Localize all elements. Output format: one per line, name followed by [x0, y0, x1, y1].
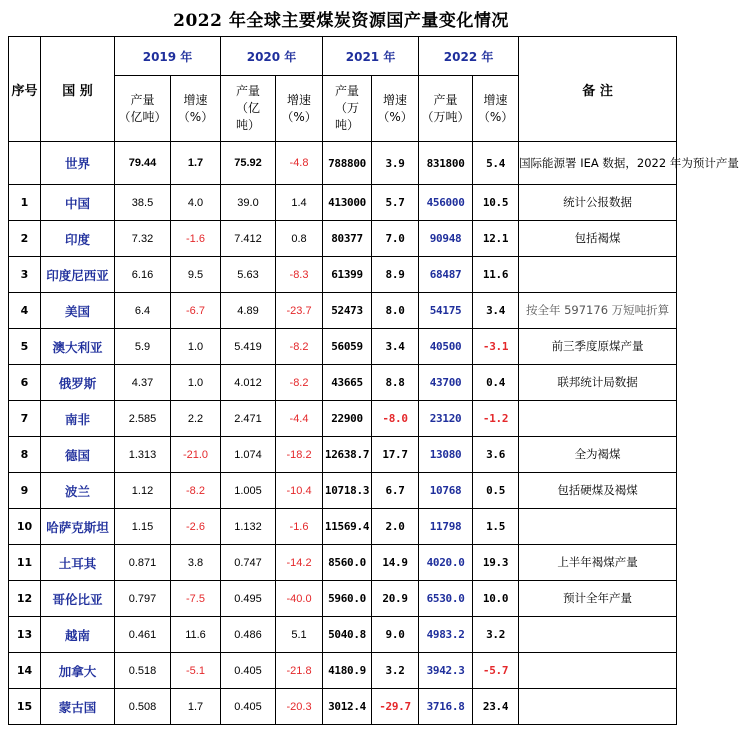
header-year-2022: 2022 年 [419, 37, 519, 76]
row-index: 12 [9, 581, 41, 617]
table-row [9, 257, 677, 293]
row-index: 15 [9, 689, 41, 725]
cell-2021-growth: 5.7 [372, 185, 419, 221]
cell-2019-growth: -2.6 [171, 509, 221, 545]
cell-2021-output: 12638.7 [323, 437, 372, 473]
row-remark: 预计全年产量 [519, 581, 677, 617]
cell-2021-growth: 2.0 [372, 509, 419, 545]
row-country: 加拿大 [41, 653, 115, 689]
cell-2019-growth: 1.0 [171, 329, 221, 365]
cell-2022-growth: 23.4 [473, 689, 519, 725]
cell-2020-growth: -4.4 [276, 401, 323, 437]
table-row [9, 293, 677, 329]
row-index: 4 [9, 293, 41, 329]
cell-2022-growth: 3.4 [473, 293, 519, 329]
row-index: 9 [9, 473, 41, 509]
row-country: 俄罗斯 [41, 365, 115, 401]
cell-2019-growth: 2.2 [171, 401, 221, 437]
cell-2021-output: 10718.3 [323, 473, 372, 509]
cell-2020-growth: -40.0 [276, 581, 323, 617]
row-country: 印度尼西亚 [41, 257, 115, 293]
header-country: 国 别 [41, 37, 115, 142]
cell-2022-output: 4020.0 [419, 545, 473, 581]
cell-2021-growth: 17.7 [372, 437, 419, 473]
header-2019-growth: 增速 （%） [171, 76, 221, 142]
row-remark: 前三季度原煤产量 [519, 329, 677, 365]
cell-2022-output: 90948 [419, 221, 473, 257]
cell-2022-growth: -1.2 [473, 401, 519, 437]
cell-2022-growth: 3.6 [473, 437, 519, 473]
cell-2019-output: 79.44 [115, 142, 171, 185]
row-remark [519, 401, 677, 437]
cell-2019-growth: -1.6 [171, 221, 221, 257]
cell-2019-growth: 4.0 [171, 185, 221, 221]
row-index: 11 [9, 545, 41, 581]
cell-2020-output: 0.495 [221, 581, 276, 617]
cell-2021-growth: -29.7 [372, 689, 419, 725]
header-year-2020: 2020 年 [221, 37, 323, 76]
cell-2019-output: 1.15 [115, 509, 171, 545]
cell-2022-output: 6530.0 [419, 581, 473, 617]
cell-2019-output: 1.12 [115, 473, 171, 509]
cell-2021-output: 413000 [323, 185, 372, 221]
cell-2022-growth: 10.0 [473, 581, 519, 617]
cell-2020-growth: -8.2 [276, 365, 323, 401]
cell-2020-output: 5.63 [221, 257, 276, 293]
coal-output-table [8, 36, 739, 725]
cell-2021-growth: 6.7 [372, 473, 419, 509]
cell-2022-output: 3716.8 [419, 689, 473, 725]
cell-2020-output: 39.0 [221, 185, 276, 221]
header-2020-output: 产量 （亿 吨） [221, 76, 276, 142]
row-country: 哥伦比亚 [41, 581, 115, 617]
cell-2020-output: 0.486 [221, 617, 276, 653]
cell-2020-output: 2.471 [221, 401, 276, 437]
cell-2020-output: 5.419 [221, 329, 276, 365]
table-row [9, 617, 677, 653]
cell-2019-growth: -5.1 [171, 653, 221, 689]
cell-2019-output: 2.585 [115, 401, 171, 437]
row-remark: 包括褐煤 [519, 221, 677, 257]
cell-2020-output: 1.005 [221, 473, 276, 509]
table-row [9, 142, 677, 185]
row-country: 蒙古国 [41, 689, 115, 725]
cell-2019-growth: -7.5 [171, 581, 221, 617]
header-year-2019: 2019 年 [115, 37, 221, 76]
cell-2022-growth: 3.2 [473, 617, 519, 653]
cell-2019-growth: -8.2 [171, 473, 221, 509]
cell-2022-output: 40500 [419, 329, 473, 365]
cell-2020-output: 4.012 [221, 365, 276, 401]
header-year-2021: 2021 年 [323, 37, 419, 76]
cell-2020-growth: -10.4 [276, 473, 323, 509]
header-2019-output: 产量 （亿吨） [115, 76, 171, 142]
cell-2021-growth: 8.8 [372, 365, 419, 401]
cell-2021-output: 43665 [323, 365, 372, 401]
cell-2019-output: 6.16 [115, 257, 171, 293]
cell-2021-growth: 8.0 [372, 293, 419, 329]
row-country: 波兰 [41, 473, 115, 509]
cell-2019-growth: 9.5 [171, 257, 221, 293]
cell-2020-growth: -20.3 [276, 689, 323, 725]
row-country: 印度 [41, 221, 115, 257]
cell-2021-output: 5960.0 [323, 581, 372, 617]
row-remark [519, 689, 677, 725]
row-remark: 按全年 597176 万短吨折算 [519, 293, 677, 329]
row-index: 8 [9, 437, 41, 473]
cell-2019-growth: 11.6 [171, 617, 221, 653]
row-remark: 上半年褐煤产量 [519, 545, 677, 581]
row-remark: 统计公报数据 [519, 185, 677, 221]
header-2021-output: 产量 （万 吨） [323, 76, 372, 142]
cell-2022-growth: 10.5 [473, 185, 519, 221]
cell-2020-growth: -1.6 [276, 509, 323, 545]
cell-2020-output: 7.412 [221, 221, 276, 257]
row-remark [519, 653, 677, 689]
cell-2019-output: 6.4 [115, 293, 171, 329]
cell-2020-growth: -8.3 [276, 257, 323, 293]
cell-2019-growth: -6.7 [171, 293, 221, 329]
cell-2019-output: 4.37 [115, 365, 171, 401]
cell-2021-output: 52473 [323, 293, 372, 329]
header-index: 序号 [9, 37, 41, 142]
cell-2021-growth: 3.9 [372, 142, 419, 185]
cell-2021-growth: 3.4 [372, 329, 419, 365]
row-index: 10 [9, 509, 41, 545]
cell-2022-growth: 19.3 [473, 545, 519, 581]
cell-2020-growth: 5.1 [276, 617, 323, 653]
cell-2022-output: 10768 [419, 473, 473, 509]
cell-2021-output: 56059 [323, 329, 372, 365]
cell-2021-growth: 3.2 [372, 653, 419, 689]
table-row [9, 509, 677, 545]
table-row [9, 329, 677, 365]
header-2022-output: 产量 （万吨） [419, 76, 473, 142]
row-remark [519, 617, 677, 653]
cell-2020-output: 4.89 [221, 293, 276, 329]
row-remark: 全为褐煤 [519, 437, 677, 473]
cell-2022-output: 68487 [419, 257, 473, 293]
row-index: 2 [9, 221, 41, 257]
cell-2020-growth: -14.2 [276, 545, 323, 581]
cell-2022-growth: -3.1 [473, 329, 519, 365]
cell-2022-output: 456000 [419, 185, 473, 221]
row-country: 越南 [41, 617, 115, 653]
table-body [9, 142, 739, 725]
cell-2019-growth: -21.0 [171, 437, 221, 473]
row-country: 南非 [41, 401, 115, 437]
table-row [9, 401, 677, 437]
table-row [9, 365, 677, 401]
table-row [9, 545, 677, 581]
row-index: 5 [9, 329, 41, 365]
cell-2021-output: 22900 [323, 401, 372, 437]
row-index: 1 [9, 185, 41, 221]
table-row [9, 221, 677, 257]
table-row [9, 437, 677, 473]
table-row [9, 653, 677, 689]
cell-2022-growth: 0.4 [473, 365, 519, 401]
cell-2020-output: 1.132 [221, 509, 276, 545]
row-index: 7 [9, 401, 41, 437]
cell-2019-output: 0.871 [115, 545, 171, 581]
row-country: 中国 [41, 185, 115, 221]
cell-2021-output: 4180.9 [323, 653, 372, 689]
cell-2019-output: 0.508 [115, 689, 171, 725]
row-index [9, 142, 41, 185]
row-country: 澳大利亚 [41, 329, 115, 365]
cell-2022-output: 54175 [419, 293, 473, 329]
cell-2021-output: 5040.8 [323, 617, 372, 653]
cell-2019-output: 5.9 [115, 329, 171, 365]
cell-2019-growth: 1.0 [171, 365, 221, 401]
cell-2022-output: 4983.2 [419, 617, 473, 653]
row-remark: 联邦统计局数据 [519, 365, 677, 401]
header-2020-growth: 增速 （%） [276, 76, 323, 142]
cell-2022-growth: 0.5 [473, 473, 519, 509]
cell-2019-output: 0.518 [115, 653, 171, 689]
cell-2019-growth: 1.7 [171, 142, 221, 185]
cell-2022-output: 11798 [419, 509, 473, 545]
cell-2021-output: 61399 [323, 257, 372, 293]
cell-2019-growth: 3.8 [171, 545, 221, 581]
cell-2020-growth: -21.8 [276, 653, 323, 689]
cell-2021-growth: 9.0 [372, 617, 419, 653]
cell-2022-growth: 11.6 [473, 257, 519, 293]
header-remark: 备 注 [519, 37, 677, 142]
cell-2020-output: 75.92 [221, 142, 276, 185]
cell-2020-growth: -18.2 [276, 437, 323, 473]
row-remark: 国际能源署 IEA 数据，2022 年为预计产量 [519, 142, 677, 185]
table-row [9, 185, 677, 221]
cell-2020-growth: -23.7 [276, 293, 323, 329]
cell-2020-growth: 1.4 [276, 185, 323, 221]
table-row [9, 473, 677, 509]
cell-2021-growth: 8.9 [372, 257, 419, 293]
table-row [9, 581, 677, 617]
row-index: 3 [9, 257, 41, 293]
cell-2022-output: 13080 [419, 437, 473, 473]
cell-2019-output: 7.32 [115, 221, 171, 257]
cell-2019-output: 0.461 [115, 617, 171, 653]
row-remark [519, 257, 677, 293]
cell-2022-output: 3942.3 [419, 653, 473, 689]
cell-2020-growth: 0.8 [276, 221, 323, 257]
row-country: 哈萨克斯坦 [41, 509, 115, 545]
header-2022-growth: 增速 （%） [473, 76, 519, 142]
cell-2022-growth: 1.5 [473, 509, 519, 545]
cell-2020-output: 0.405 [221, 689, 276, 725]
cell-2022-growth: 12.1 [473, 221, 519, 257]
cell-2019-output: 38.5 [115, 185, 171, 221]
cell-2021-output: 80377 [323, 221, 372, 257]
cell-2020-growth: -8.2 [276, 329, 323, 365]
cell-2021-output: 788800 [323, 142, 372, 185]
cell-2021-output: 8560.0 [323, 545, 372, 581]
cell-2021-growth: -8.0 [372, 401, 419, 437]
cell-2022-growth: -5.7 [473, 653, 519, 689]
cell-2020-output: 1.074 [221, 437, 276, 473]
cell-2021-output: 3012.4 [323, 689, 372, 725]
row-country: 土耳其 [41, 545, 115, 581]
row-country: 德国 [41, 437, 115, 473]
cell-2020-output: 0.405 [221, 653, 276, 689]
cell-2019-output: 1.313 [115, 437, 171, 473]
cell-2021-growth: 20.9 [372, 581, 419, 617]
row-remark: 包括硬煤及褐煤 [519, 473, 677, 509]
row-index: 13 [9, 617, 41, 653]
cell-2022-output: 23120 [419, 401, 473, 437]
cell-2020-growth: -4.8 [276, 142, 323, 185]
cell-2022-growth: 5.4 [473, 142, 519, 185]
row-country: 世界 [41, 142, 115, 185]
header-2021-growth: 增速 （%） [372, 76, 419, 142]
cell-2019-output: 0.797 [115, 581, 171, 617]
cell-2020-output: 0.747 [221, 545, 276, 581]
cell-2021-output: 11569.4 [323, 509, 372, 545]
cell-2021-growth: 14.9 [372, 545, 419, 581]
cell-2022-output: 831800 [419, 142, 473, 185]
row-index: 6 [9, 365, 41, 401]
cell-2019-growth: 1.7 [171, 689, 221, 725]
row-country: 美国 [41, 293, 115, 329]
cell-2022-output: 43700 [419, 365, 473, 401]
row-remark [519, 509, 677, 545]
table-row [9, 689, 677, 725]
cell-2021-growth: 7.0 [372, 221, 419, 257]
page-title: 2022 年全球主要煤炭资源国产量变化情况 [173, 11, 509, 31]
row-index: 14 [9, 653, 41, 689]
